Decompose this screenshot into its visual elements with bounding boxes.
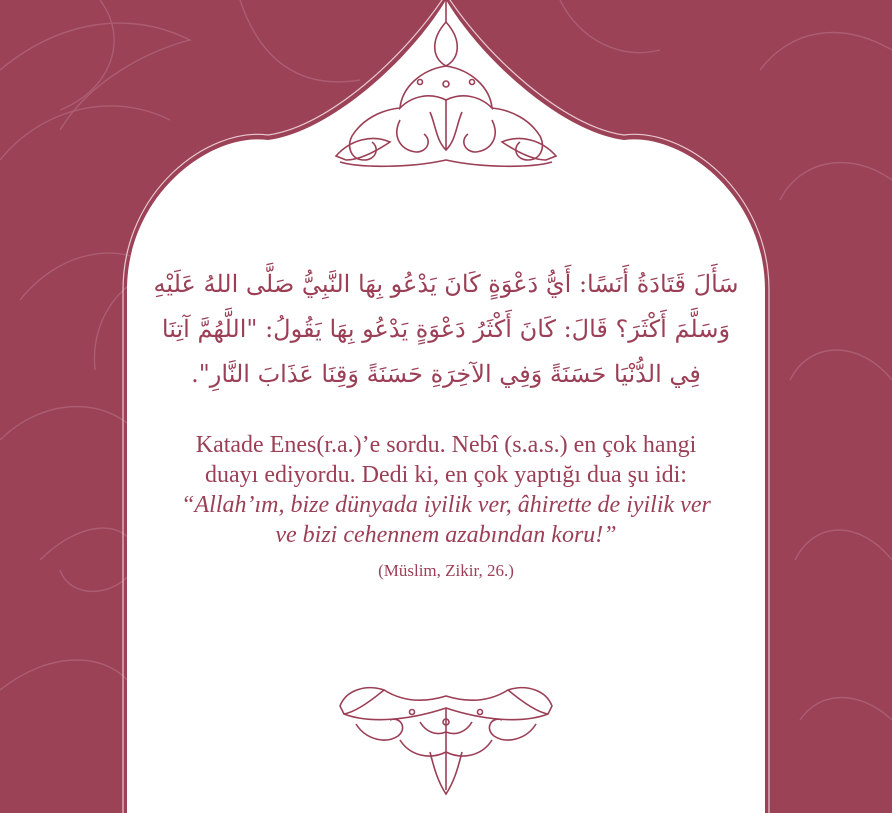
source-citation: (Müslim, Zikir, 26.) (378, 561, 514, 580)
translation-intro: Katade Enes(r.a.)’e sordu. Nebî (s.a.s.) en çok hangi duayı ediyordu. Dedi ki, en çok yaptığı dua şu idi: (195, 432, 697, 488)
turkish-translation (176, 430, 716, 550)
arabic-hadith-text: سَأَلَ قَتَادَةُ أَنَسًا: أَيُّ دَعْوَةٍ كَانَ يَدْعُو بِهَا النَّبِيُّ صَلَّى اللهُ عَلَيْهِ وَسَلَّمَ أَكْثَرَ؟ قَالَ: كَانَ أَكْثَرُ دَعْوَةٍ يَدْعُو بِهَا يَقُولُ: "اللَّهُمَّ آتِنَا فِي الدُّنْيَا حَسَنَةً وَفِي الآخِرَةِ حَسَنَةً وَقِنَا عَذَابَ النَّارِ". (153, 270, 739, 388)
translation-quote: “Allah’ım, bize dünyada iyilik ver, âhirette de iyilik ver ve bizi cehennem azabından koru!” (181, 492, 711, 548)
